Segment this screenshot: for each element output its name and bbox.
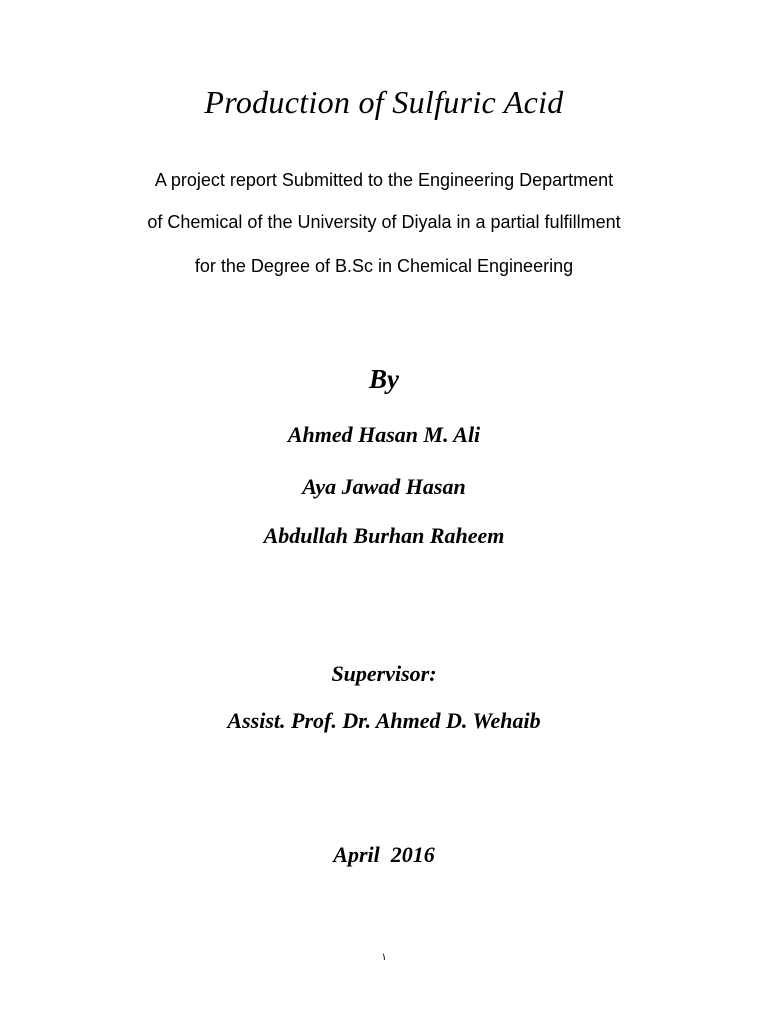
subtitle-line-2: of Chemical of the University of Diyala in a partial fulfillment bbox=[147, 212, 621, 232]
author-1: Ahmed Hasan M. Ali bbox=[287, 422, 481, 447]
by-label: By bbox=[369, 364, 399, 394]
subtitle-line-3: for the Degree of B.Sc in Chemical Engineering bbox=[194, 256, 574, 276]
supervisor-label: Supervisor: bbox=[331, 661, 437, 686]
author-3: Abdullah Burhan Raheem bbox=[263, 523, 505, 548]
document-title: Production of Sulfuric Acid bbox=[204, 84, 564, 120]
subtitle-line-1: A project report Submitted to the Engineering Department bbox=[154, 170, 614, 190]
page-number: ١ bbox=[381, 952, 387, 963]
document-date: April 2016 bbox=[333, 842, 435, 867]
author-2: Aya Jawad Hasan bbox=[302, 474, 466, 499]
supervisor-name: Assist. Prof. Dr. Ahmed D. Wehaib bbox=[227, 708, 541, 733]
